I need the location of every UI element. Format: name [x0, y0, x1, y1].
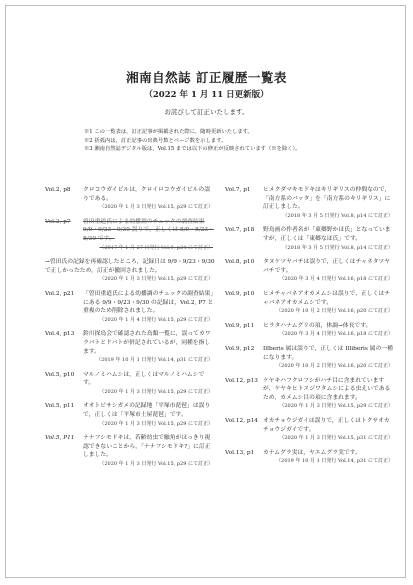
entry-text: →曽田氏の記録を再確認したところ，記録日は 9/9・9/23・9/30 で正しかったため，訂正が撤回されました。	[45, 259, 215, 274]
entry-source: （2020 年 1 月 3 日発行 Vol.15, p29 にて訂正）	[99, 204, 213, 211]
entry-source: （2020 年 1 月 3 日発行 Vol.15, p29 にて訂正）	[99, 276, 213, 283]
entry-source: （2020 年 1 月 3 日発行 Vol.15, p29 にて訂正）	[279, 403, 393, 410]
correction-entry	[225, 322, 395, 339]
entry-text: オカチョウジガイは誤りで，正しくはトクサオカチョウジガイです。	[263, 418, 390, 433]
correction-entry	[225, 226, 395, 252]
update-date: （2022 年 1 月 11 日更新版）	[144, 90, 269, 100]
correction-entry	[45, 290, 215, 324]
entry-ref: Vol.7, p1	[225, 187, 251, 193]
entry-source: （2020 年 1 月 3 日発行 Vol.15, p29 にて訂正）	[99, 388, 213, 395]
correction-entry	[225, 377, 395, 411]
entry-text: 「曽田重道氏による幼播調のチェックの調査結果」にある 9/9・9/23・9/30 の記録は，Vol.2, P7 と重複のため削除されました。	[83, 290, 214, 315]
entry-ref: Vol.5, P11	[45, 435, 75, 442]
entry-source: （2020 年 1 月 3 日発行 Vol.15, p29 にて訂正）	[99, 420, 213, 427]
entry-ref: Vol.12, p13	[225, 377, 258, 384]
entry-source: （2020 年 1 月 3 日発行 Vol.15, p31 にて訂正）	[279, 435, 393, 442]
entry-text: カナムグラ実は，ヤエムグラ実です。	[263, 449, 361, 456]
correction-entry	[225, 258, 395, 284]
entry-source: （2020 年 3 月 4 日発行 Vol.16, p18 にて訂正）	[279, 276, 393, 283]
entry-source: （2018 年 3 月 5 日発行 Vol.8, p14 にて訂正）	[282, 212, 393, 219]
note-2: ※2 括弧内は，訂正記事の出典号数とページ数を示します。	[84, 137, 227, 144]
entry-source: （2020 年 10 月 2 日発行 Vol.16, p20 にて訂正）	[276, 363, 393, 370]
entry-text: ケヤキハフクロフシがハチ目に含まれていますが，ケヤキヒトスジワタムシによる虫えいであるため，カメムシ目の項に含まれます。	[263, 377, 391, 401]
entry-source: （2019 年 10 月 1 日発行 Vol.14, p31 にて訂正）	[96, 357, 213, 364]
entry-text: 曽田重道氏による幼播調のチェックの調査結果 9/9・9/23・9/30 誤りで，正しくは 8/9・8/23・8/30 です。	[83, 218, 214, 242]
correction-entry	[225, 345, 395, 371]
entry-text: 鈴川探鳥会で確認された鳥類一覧に，誤ってカワラバトとドバトが併記されているが，同種を指します。	[83, 331, 211, 355]
entry-source: （2017 年 1 月 27 日発行 Vol.9, p24 にて訂正）	[99, 244, 213, 251]
entry-ref: Vol.9, p11	[225, 322, 255, 329]
notes-block	[84, 128, 384, 154]
correction-entry	[45, 330, 215, 364]
entry-source: （2019 年 10 月 1 日発行 Vol.14, p31 にて訂正）	[276, 458, 393, 465]
entry-ref: Vol.9, p10	[225, 290, 255, 297]
correction-entry	[45, 258, 215, 284]
entry-source: （2020 年 1 月 4 日発行 Vol.15, p29 にて訂正）	[99, 316, 213, 323]
entry-ref: Vol.7, p18	[225, 227, 255, 234]
entry-ref: Vol.5, p11	[45, 403, 75, 410]
entry-text: オオトビサシガメの記録地「平塚市琵琶」は誤りで，正しくは「平塚市土屋琵琶」です。	[83, 403, 211, 419]
correction-entry	[225, 417, 395, 443]
correction-entry-struck	[45, 218, 215, 252]
entry-text: マルノミハムシは，正しくはマルノミハムシです。	[83, 371, 205, 387]
entry-ref: Vol.12, p14	[225, 418, 258, 425]
correction-entry	[225, 449, 395, 466]
entry-text: ヒメクダマキモドキはキリギリスの仲間なので，「南方系のバッタ」を「南方系のキリギリス」に訂正しました。	[263, 187, 391, 211]
entry-source: （2020 年 3 月 4 日発行 Vol.16, p18 にて訂正）	[279, 331, 393, 338]
entry-ref: Vol.2, p8	[45, 187, 71, 193]
apology-text: お詫びして訂正いたします。	[164, 108, 249, 116]
correction-entry	[45, 371, 215, 397]
entry-ref: Vol.2, p7	[45, 218, 71, 225]
entry-ref: Vol.4, p13	[45, 331, 75, 338]
entry-text: タヌケツヤバチは誤りで，正しくはチャネタツヤバチです。	[263, 259, 391, 274]
entry-text: クロコウガイビルは，クロイロコウガイビルの誤りである。	[83, 187, 211, 202]
corrections-left-column	[45, 186, 215, 475]
entry-text: ヒメチャバネアオカメムシは誤りで，正しくはチャバネアオカメムシです。	[263, 290, 391, 306]
correction-entry	[225, 290, 395, 316]
entry-source: （2020 年 10 月 2 日発行 Vol.16, p20 にて訂正）	[276, 308, 393, 315]
entry-text: ヒラタハナムグリの項，体調→体長です。	[263, 322, 372, 329]
entry-ref: Vol.9, p12	[225, 345, 255, 352]
entry-source: （2020 年 1 月 3 日発行 Vol.15, p29 にて訂正）	[99, 461, 213, 468]
correction-entry	[225, 186, 395, 220]
page-title: 湘南自然誌 訂正履歴一覧表	[126, 70, 287, 85]
corrections-right-column	[225, 186, 395, 472]
entry-source: （2018 年 3 月 5 日発行 Vol.8, p14 にて訂正）	[282, 244, 393, 251]
entry-ref: Vol.5, p10	[45, 371, 75, 378]
entry-text: 野鳥画の作者名が「東郷野かほ氏」となっていますが，正しくは「東郷なほ氏」です。	[263, 227, 391, 242]
entry-text: ナナフシモドキは，若齢幼虫で触角がはっきり視認できないことから，「ナナフシモドキ?」に訂正しました。	[83, 435, 211, 459]
entry-ref: Vol.8, p10	[225, 259, 255, 266]
note-3: ※3 湘南自然誌デジタル版は，Vol.15 までは以下の修正が反映されています（※を除く）。	[84, 146, 301, 153]
correction-entry	[45, 434, 215, 468]
correction-entry	[45, 186, 215, 212]
entry-text: Illberis 属は誤りで，正しくは Illiberis 属の一種になります。	[263, 345, 393, 361]
note-1: ※1 この一覧表は，訂正記事が掲載された際に，随時更新いたします。	[84, 129, 253, 135]
correction-entry	[45, 402, 215, 428]
entry-ref: Vol.13, p1	[225, 449, 255, 456]
entry-ref: Vol.2, p21	[45, 290, 75, 297]
